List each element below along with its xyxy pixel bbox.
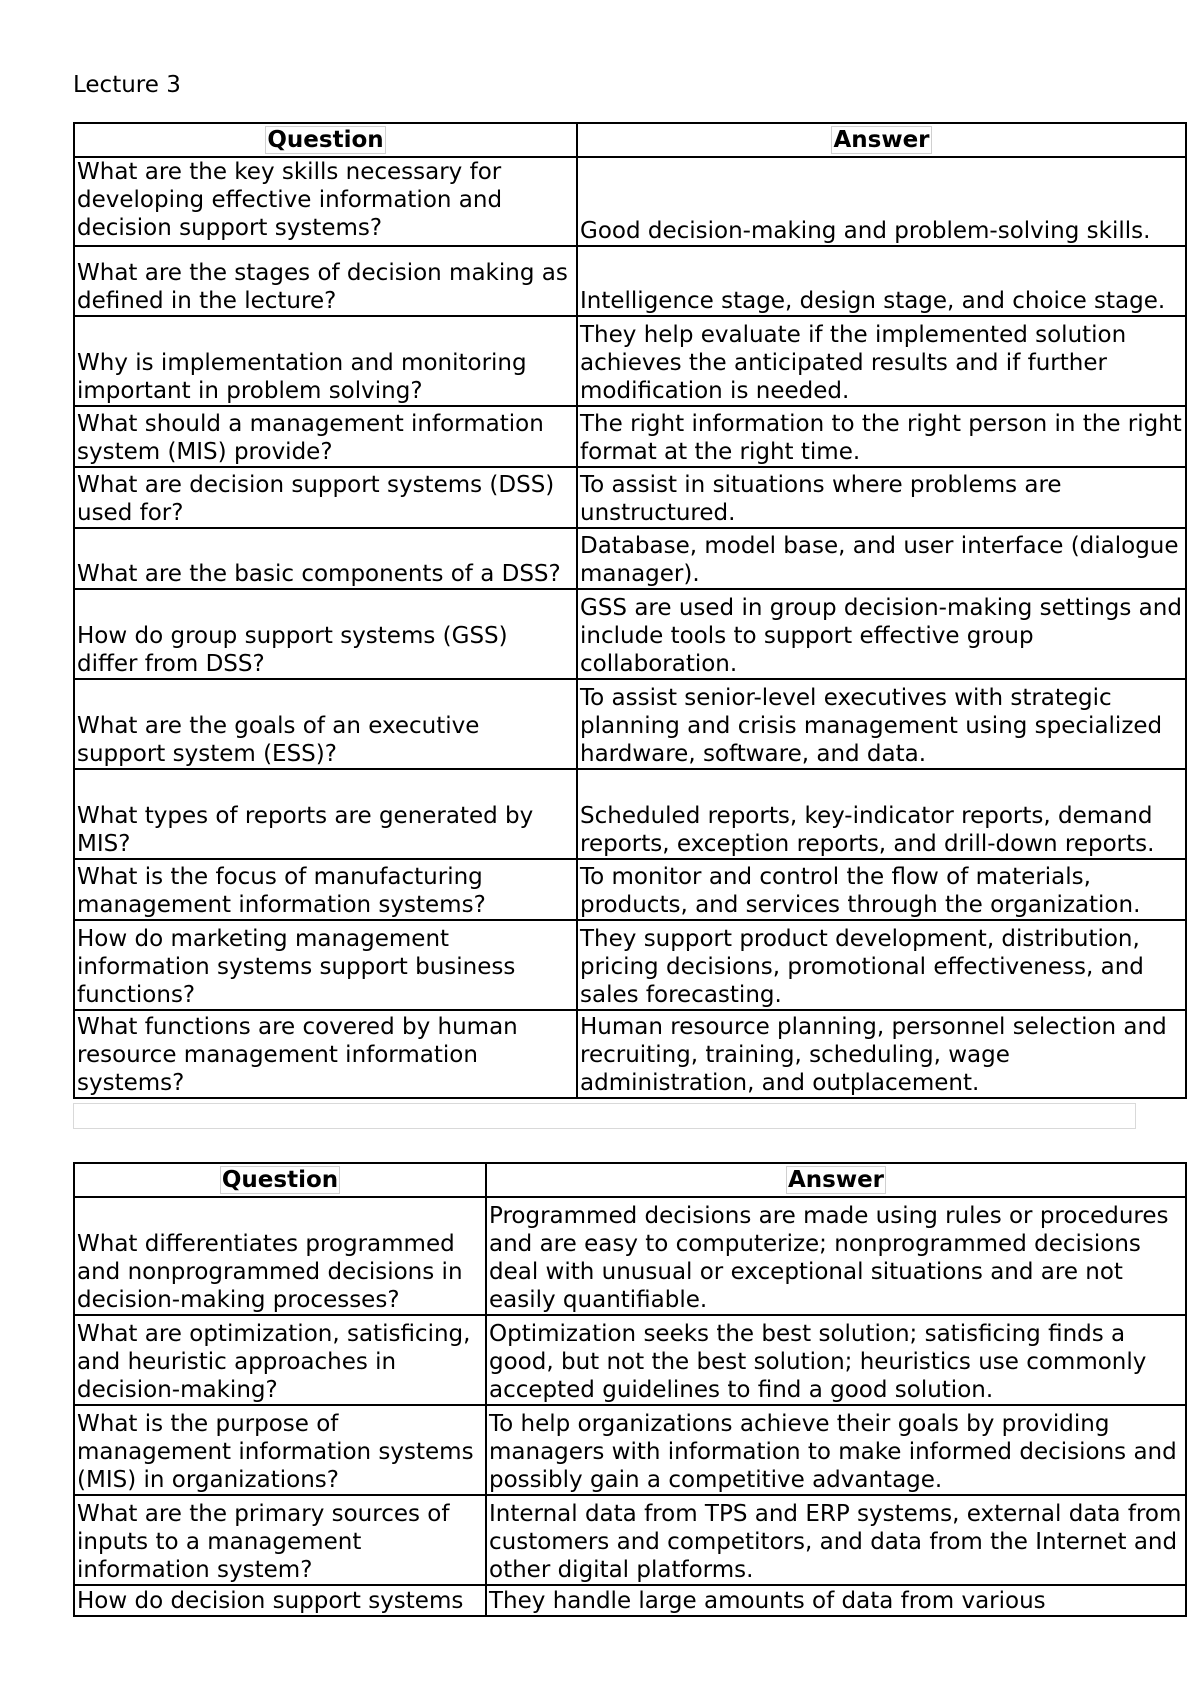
answer-cell: To monitor and control the flow of materials, products, and services through the organization.	[577, 859, 1186, 920]
table-row	[74, 316, 1186, 406]
table-row	[74, 1495, 1186, 1585]
question-cell: How do group support systems (GSS) differ from DSS?	[74, 589, 577, 679]
question-cell: How do marketing management information systems support business functions?	[74, 920, 577, 1010]
table-row	[74, 528, 1186, 589]
table-row	[74, 1585, 1186, 1616]
answer-cell: Optimization seeks the best solution; satisficing finds a good, but not the best solution; heuristics use commonly accepted guidelines to find a good solution.	[486, 1315, 1186, 1405]
answer-cell: They help evaluate if the implemented solution achieves the anticipated results and if further modification is needed.	[577, 316, 1186, 406]
answer-cell: To help organizations achieve their goals by providing managers with information to make informed decisions and possibly gain a competitive advantage.	[486, 1405, 1186, 1495]
question-cell: What are the primary sources of inputs to a management information system?	[74, 1495, 486, 1585]
table-row	[74, 920, 1186, 1010]
answer-cell: Intelligence stage, design stage, and choice stage.	[577, 246, 1186, 316]
answer-cell: Scheduled reports, key-indicator reports, demand reports, exception reports, and drill-down reports.	[577, 769, 1186, 859]
page-title: Lecture 3	[73, 72, 181, 98]
answer-cell: The right information to the right person in the right format at the right time.	[577, 406, 1186, 467]
table-row	[74, 1197, 1186, 1315]
table-row	[74, 157, 1186, 246]
question-cell: What differentiates programmed and nonprogrammed decisions in decision-making processes?	[74, 1197, 486, 1315]
table-row	[74, 859, 1186, 920]
table-row	[74, 1315, 1186, 1405]
question-cell: What should a management information system (MIS) provide?	[74, 406, 577, 467]
qa-table-1	[73, 122, 1187, 1099]
question-cell: Why is implementation and monitoring important in problem solving?	[74, 316, 577, 406]
answer-cell: GSS are used in group decision-making settings and include tools to support effective group collaboration.	[577, 589, 1186, 679]
answer-cell: To assist senior-level executives with strategic planning and crisis management using specialized hardware, software, and data.	[577, 679, 1186, 769]
answer-cell: Database, model base, and user interface (dialogue manager).	[577, 528, 1186, 589]
question-cell: What functions are covered by human resource management information systems?	[74, 1010, 577, 1098]
table-row	[74, 1405, 1186, 1495]
table-row	[74, 467, 1186, 528]
question-cell: How do decision support systems	[74, 1585, 486, 1616]
question-cell: What are the stages of decision making as defined in the lecture?	[74, 246, 577, 316]
table-header-row	[74, 1163, 1186, 1197]
table-row	[74, 1010, 1186, 1098]
question-cell: What types of reports are generated by MIS?	[74, 769, 577, 859]
answer-cell: To assist in situations where problems are unstructured.	[577, 467, 1186, 528]
table-row	[74, 769, 1186, 859]
question-cell: What are the key skills necessary for developing effective information and decision support systems?	[74, 157, 577, 246]
question-cell: What are decision support systems (DSS) used for?	[74, 467, 577, 528]
question-cell: What are the goals of an executive support system (ESS)?	[74, 679, 577, 769]
answer-cell: Good decision-making and problem-solving skills.	[577, 157, 1186, 246]
answer-cell: They handle large amounts of data from various	[486, 1585, 1186, 1616]
answer-cell: Human resource planning, personnel selection and recruiting, training, scheduling, wage administration, and outplacement.	[577, 1010, 1186, 1098]
answer-cell: They support product development, distribution, pricing decisions, promotional effectiveness, and sales forecasting.	[577, 920, 1186, 1010]
table-row	[74, 246, 1186, 316]
question-cell: What are optimization, satisficing, and heuristic approaches in decision-making?	[74, 1315, 486, 1405]
table-row	[74, 589, 1186, 679]
table-row	[74, 406, 1186, 467]
question-column-header: Question	[74, 1163, 486, 1197]
question-column-header: Question	[74, 123, 577, 157]
table-header-row	[74, 123, 1186, 157]
table-row	[74, 679, 1186, 769]
question-cell: What are the basic components of a DSS?	[74, 528, 577, 589]
empty-cell-divider	[73, 1103, 1136, 1129]
answer-column-header: Answer	[486, 1163, 1186, 1197]
qa-table-2	[73, 1162, 1187, 1617]
answer-cell: Programmed decisions are made using rules or procedures and are easy to computerize; nonprogrammed decisions deal with unusual or exceptional situations and are not easily quantifiable.	[486, 1197, 1186, 1315]
answer-column-header: Answer	[577, 123, 1186, 157]
question-cell: What is the purpose of management information systems (MIS) in organizations?	[74, 1405, 486, 1495]
question-cell: What is the focus of manufacturing management information systems?	[74, 859, 577, 920]
answer-cell: Internal data from TPS and ERP systems, external data from customers and competitors, and data from the Internet and other digital platforms.	[486, 1495, 1186, 1585]
